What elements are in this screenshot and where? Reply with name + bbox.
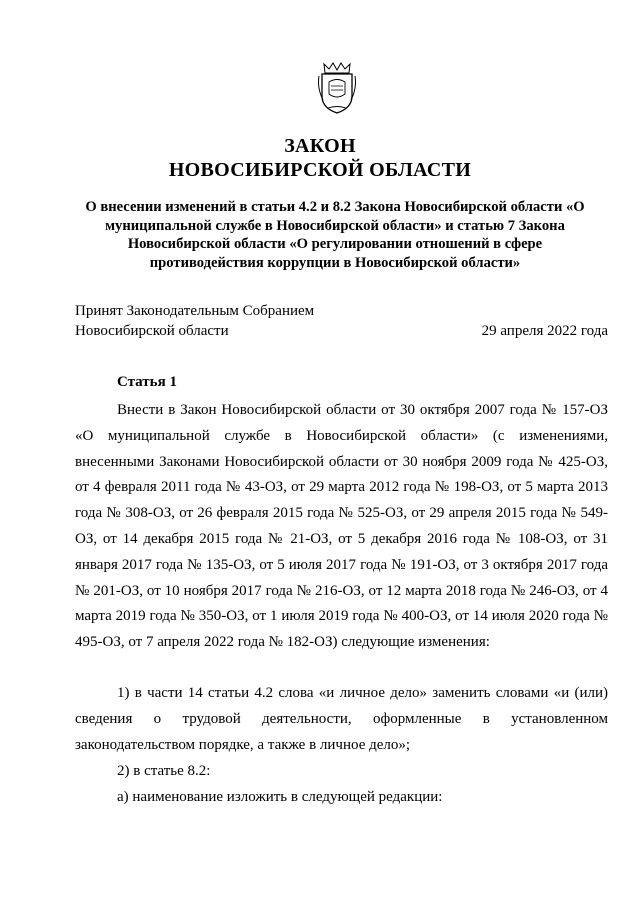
article-heading: Статья 1 (117, 374, 177, 390)
adoption-line-1: Принят Законодательным Собранием (75, 303, 315, 319)
amendment-item-2a: а) наименование изложить в следующей редакции: (117, 789, 443, 805)
region-title: НОВОСИБИРСКОЙ ОБЛАСТИ (168, 159, 472, 181)
amendment-item-2: 2) в статье 8.2: (117, 763, 211, 779)
adoption-date: 29 апреля 2022 года (481, 323, 608, 339)
law-subject-heading: О внесении изменений в статьи 4.2 и 8.2 Закона Новосибирской области «О муниципальной службе в Новосибирской области» и статью 7 Закона Новосибирской области «О регулировании отношений в сфере противодействия коррупции в Новосибирской области» (85, 199, 585, 271)
coat-of-arms-icon (316, 60, 358, 116)
amendment-item-1-block (75, 681, 608, 758)
adoption-authority (75, 301, 314, 341)
document-type-title: ЗАКОН (284, 135, 356, 157)
article-intro-block (75, 398, 608, 656)
amendment-item-2a-block (75, 785, 608, 811)
amendment-item-2-block (75, 759, 608, 785)
adoption-line-2: Новосибирской области (75, 323, 229, 339)
amendment-item-1: 1) в части 14 статьи 4.2 слова «и личное дело» заменить словами «и (или) сведения о трудовой деятельности, оформленные в установленном законодательством порядке, а также в личное дело»; (75, 685, 608, 753)
article-intro-paragraph: Внести в Закон Новосибирской области от 30 октября 2007 года № 157-ОЗ «О муниципальной службе в Новосибирской области» (с изменениями, внесенными Законами Новосибирской области от 30 ноября 2009 года № 425-ОЗ, от 4 февраля 2011 года № 43-ОЗ, от 29 марта 2012 года № 198-ОЗ, от 5 марта 2013 года № 308-ОЗ, от 26 февраля 2015 года № 525-ОЗ, от 29 апреля 2015 года № 549-ОЗ, от 14 декабря 2015 года № 21-ОЗ, от 5 декабря 2016 года № 108-ОЗ, от 31 января 2017 года № 135-ОЗ, от 5 июля 2017 года № 191-ОЗ, от 3 октября 2017 года № 201-ОЗ, от 10 ноября 2017 года № 216-ОЗ, от 12 марта 2018 года № 246-ОЗ, от 4 марта 2019 года № 350-ОЗ, от 1 июля 2019 года № 400-ОЗ, от 14 июля 2020 года № 495-ОЗ, от 7 апреля 2022 года № 182-ОЗ) следующие изменения: (75, 402, 608, 651)
